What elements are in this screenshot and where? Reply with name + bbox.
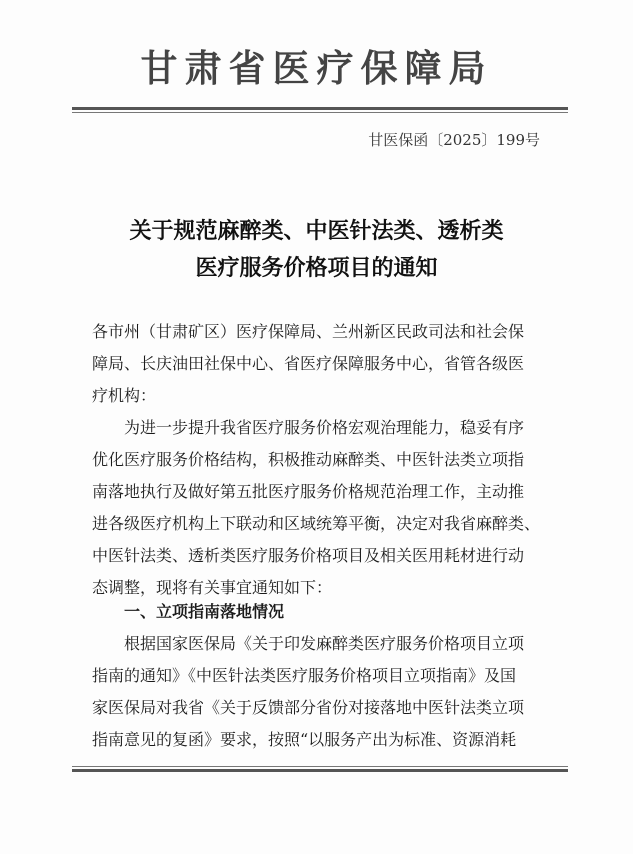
body-line: 优化医疗服务价格结构，积极推动麻醉类、中医针法类立项指 [92,450,525,469]
body-line: 障局、长庆油田社保中心、省医疗保障服务中心，省管各级医 [92,354,525,373]
body-line: 根据国家医保局《关于印发麻醉类医疗服务价格项目立项 [124,634,525,653]
document-title-line-2: 医疗服务价格项目的通知 [195,255,438,281]
body-line: 指南意见的复函》要求，按照“以服务产出为标准、资源消耗 [92,730,517,749]
body-line: 家医保局对我省《关于反馈部分省份对接落地中医针法类立项 [92,698,525,717]
section-heading: 一、立项指南落地情况 [124,602,285,621]
body-line: 中医针法类、透析类医疗服务价格项目及相关医用耗材进行动 [92,546,525,565]
letterhead-rule-thick [72,107,568,110]
body-line: 南落地执行及做好第五批医疗服务价格规范治理工作，主动推 [92,482,525,501]
body-line: 疗机构： [92,386,157,405]
document-title-line-1: 关于规范麻醉类、中医针法类、透析类 [129,218,504,244]
document-number: 甘医保函〔2025〕199号 [368,131,540,149]
body-line: 为进一步提升我省医疗服务价格宏观治理能力，稳妥有序 [124,418,525,437]
letterhead-rule-thin [72,112,568,113]
letterhead-title: 甘肃省医疗保障局 [140,46,493,90]
footer-rule-thick [72,769,568,772]
body-line: 指南的通知》《中医针法类医疗服务价格项目立项指南》及国 [92,666,517,685]
footer-rule-thin [72,766,568,767]
body-line: 各市州（甘肃矿区）医疗保障局、兰州新区民政司法和社会保 [92,322,525,341]
body-line: 态调整，现将有关事宜通知如下： [92,578,333,597]
body-line: 进各级医疗机构上下联动和区域统筹平衡，决定对我省麻醉类、 [92,514,541,533]
